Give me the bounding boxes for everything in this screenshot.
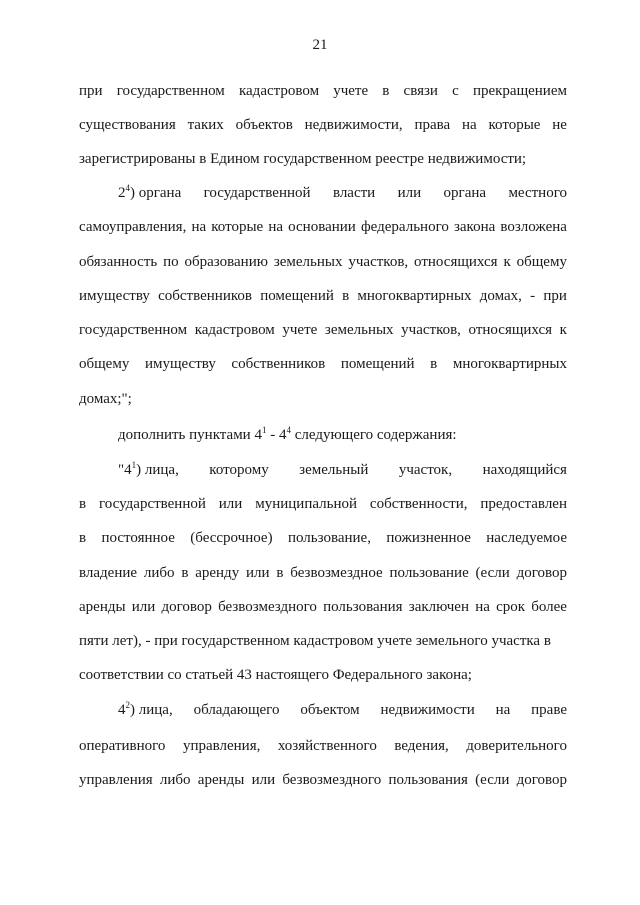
word: на — [191, 219, 207, 235]
word: многоквартирных — [357, 288, 472, 304]
word: учете — [282, 322, 318, 338]
word: пользование, — [287, 530, 371, 546]
word: земельный — [299, 462, 369, 478]
word: участков, — [401, 322, 461, 338]
text-line — [79, 598, 567, 616]
word: в — [276, 565, 284, 581]
word: помещений — [340, 356, 415, 372]
word: договор — [161, 599, 212, 615]
word: государственной — [98, 496, 206, 512]
word: пользование — [389, 565, 469, 581]
word: общему — [516, 254, 567, 270]
word: к — [503, 254, 511, 270]
word: по — [163, 254, 179, 270]
word: в — [181, 565, 189, 581]
word: закона — [453, 219, 496, 235]
word: более — [531, 599, 567, 615]
word: наследуемое — [486, 530, 567, 546]
word: в — [79, 530, 87, 546]
item-marker: $2^4$) органа — [118, 183, 182, 201]
word: (если — [475, 772, 510, 788]
word: договор — [516, 565, 567, 581]
word: возложена — [500, 219, 567, 235]
word: имуществу — [144, 356, 216, 372]
word: недвижимости, — [304, 117, 403, 133]
word: государственной — [203, 185, 311, 201]
word: либо — [143, 565, 175, 581]
word: при — [543, 288, 567, 304]
text-line — [118, 461, 567, 479]
text-run: дополнить пунктами 4 — [118, 427, 262, 443]
superscript: 4 — [125, 183, 130, 193]
word: либо — [159, 772, 191, 788]
word: оперативного — [79, 738, 166, 754]
text-line — [79, 218, 567, 236]
text-line — [79, 116, 567, 134]
text-line — [79, 355, 567, 373]
word: федерального — [360, 219, 449, 235]
item-marker: $4^2$) лица, — [118, 700, 173, 718]
word: предоставлен — [480, 496, 567, 512]
word: помещений — [260, 288, 334, 304]
item-marker: "$4^1$) лица, — [118, 460, 179, 478]
word: не — [552, 117, 567, 133]
word: недвижимости — [380, 702, 475, 718]
word: ведения, — [394, 738, 449, 754]
text-line — [79, 737, 567, 755]
word: которому — [209, 462, 269, 478]
word: договор — [516, 772, 567, 788]
word: или — [397, 185, 422, 201]
word: земельных — [324, 322, 394, 338]
word: участок, — [398, 462, 453, 478]
word: при — [79, 83, 103, 99]
word: или — [251, 772, 276, 788]
word: земельных — [273, 254, 343, 270]
text-line — [79, 771, 567, 789]
text-line — [79, 564, 567, 582]
word: к — [559, 322, 567, 338]
word: обязанность — [79, 254, 158, 270]
text-line — [118, 426, 567, 444]
word: самоуправления, — [79, 219, 187, 235]
word: хозяйственного — [277, 738, 377, 754]
text-line: домах;"; — [79, 391, 132, 407]
word: общему — [79, 356, 130, 372]
word: управления — [79, 772, 153, 788]
text-line — [118, 184, 567, 202]
word: связи — [403, 83, 438, 99]
word: существования — [79, 117, 176, 133]
word: безвозмездное — [290, 565, 383, 581]
word: постоянное — [101, 530, 175, 546]
word: права — [414, 117, 451, 133]
word: домах, — [479, 288, 522, 304]
word: собственников — [231, 356, 326, 372]
word: кадастровом — [238, 83, 320, 99]
word: объектом — [300, 702, 360, 718]
word: прекращением — [472, 83, 567, 99]
word: или — [246, 565, 270, 581]
word: которые — [211, 219, 264, 235]
text-line — [79, 287, 567, 305]
superscript: 2 — [125, 700, 130, 710]
word: в — [79, 496, 87, 512]
word: обладающего — [193, 702, 280, 718]
word: государственном — [79, 322, 188, 338]
word: праве — [531, 702, 567, 718]
word: - — [530, 288, 536, 304]
word: относящихся — [414, 254, 498, 270]
word: муниципальной — [255, 496, 358, 512]
word: (если — [475, 565, 510, 581]
word: таких — [187, 117, 224, 133]
word: или — [131, 599, 156, 615]
word: пользования — [388, 772, 468, 788]
word: с — [452, 83, 459, 99]
word: на — [475, 599, 490, 615]
superscript: 1 — [131, 460, 137, 470]
text-line: пяти лет), - при государственном кадастровом учете земельного участка в — [79, 633, 551, 649]
word: образованию — [184, 254, 268, 270]
word: местного — [508, 185, 567, 201]
word: пользования — [323, 599, 403, 615]
word: доверительного — [466, 738, 567, 754]
word: аренды — [79, 599, 126, 615]
text-line — [79, 253, 567, 271]
text-run: - 4 — [266, 427, 287, 443]
text-run: следующего содержания: — [290, 427, 457, 443]
word: в — [430, 356, 438, 372]
word: учете — [333, 83, 369, 99]
word: пожизненное — [386, 530, 471, 546]
word: владение — [79, 565, 138, 581]
word: участков, — [348, 254, 409, 270]
text-line — [79, 321, 567, 339]
text-line — [79, 82, 567, 100]
word: безвозмездного — [218, 599, 317, 615]
word: органа — [443, 185, 487, 201]
word: аренды — [197, 772, 245, 788]
word: или — [218, 496, 243, 512]
word: собственности, — [369, 496, 468, 512]
word: (бессрочное) — [190, 530, 273, 546]
word: на — [268, 219, 284, 235]
text-line — [79, 529, 567, 547]
word: управления, — [182, 738, 261, 754]
word: имуществу — [79, 288, 150, 304]
word: основании — [288, 219, 356, 235]
word: в — [342, 288, 350, 304]
word: собственников — [158, 288, 252, 304]
word: относящихся — [468, 322, 553, 338]
word: кадастровом — [194, 322, 275, 338]
page-number: 21 — [312, 37, 328, 53]
word: многоквартирных — [452, 356, 567, 372]
word: объектов — [235, 117, 293, 133]
text-line — [118, 701, 567, 719]
superscript: 4 — [286, 425, 291, 435]
word: государственном — [116, 83, 225, 99]
superscript: 1 — [261, 425, 267, 435]
word: на — [495, 702, 511, 718]
text-line: зарегистрированы в Едином государственном реестре недвижимости; — [79, 151, 527, 167]
word: находящийся — [482, 462, 567, 478]
text-line — [79, 495, 567, 513]
word: заключен — [408, 599, 469, 615]
word: срок — [496, 599, 526, 615]
word: власти — [332, 185, 376, 201]
word: аренду — [195, 565, 240, 581]
word: в — [382, 83, 390, 99]
word: безвозмездного — [282, 772, 382, 788]
text-line: соответствии со статьей 43 настоящего Федерального закона; — [79, 667, 472, 683]
word: на — [462, 117, 477, 133]
word: которые — [488, 117, 541, 133]
